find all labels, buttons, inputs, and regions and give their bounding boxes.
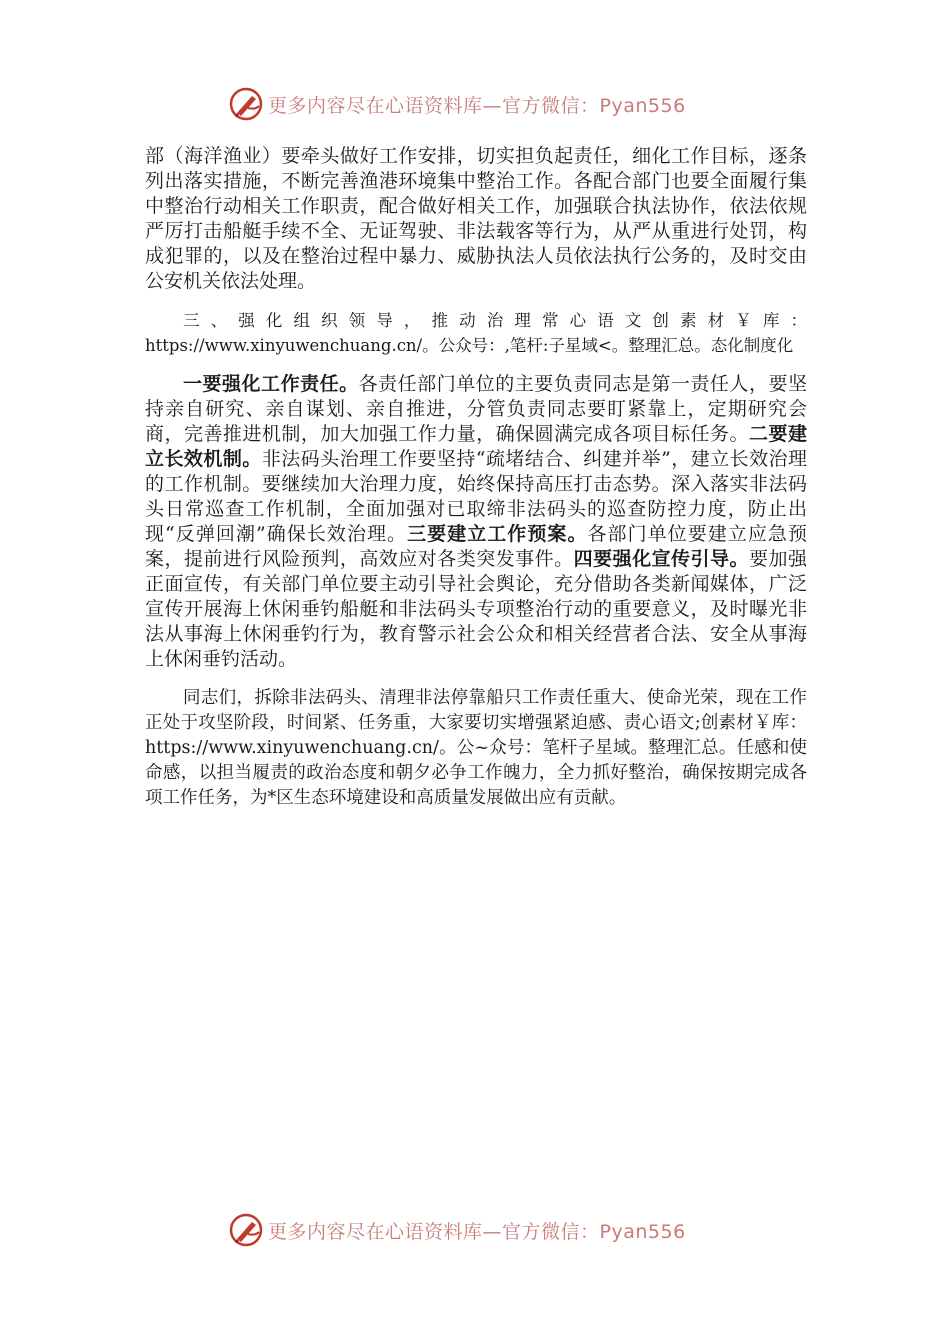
paragraph-4-closing: 同志们，拆除非法码头、清理非法停靠船只工作责任重大、使命光荣，现在工作正处于攻坚阶段，时间紧、任务重，大家要切实增强紧迫感、责心语文;创素材￥库：https://www.xinyuwenchuang.cn/。公~众号：笔杆子星域。整理汇总。任感和使命感，以担当履责的政治态度和朝夕必争工作魄力，全力抓好整治，确保按期完成各项工作任务，为*区生态环境建设和高质量发展做出应有贡献。 (145, 688, 807, 808)
header-banner (228, 84, 728, 124)
paragraph-3 (145, 372, 807, 672)
point-heading-1: 一要强化工作责任。 (183, 373, 359, 395)
point-text-2: 非法码头治理工作要坚持“疏堵结合、纠建并举”，建立长效治理的工作机制。要继续加大治理力度，始终保持高压打击态势。深入落实非法码头日常巡查工作机制，全面加强对已取缔非法码头的巡查防控力度，防止出现“反弹回潮”确保长效治理。 (145, 448, 807, 545)
point-text-3: 各部门单位要建立应急预案，提前进行风险预判，高效应对各类突发事件。 (145, 523, 807, 570)
footer-banner-text: 更多内容尽在心语资料库—官方微信：Pyan556 (268, 1220, 686, 1243)
paragraph-1: 部（海洋渔业）要牵头做好工作安排，切实担负起责任，细化工作目标，逐条列出落实措施，不断完善渔港环境集中整治工作。各配合部门也要全面履行集中整治行动相关工作职责，配合做好相关工作，加强联合执法协作，依法依规严厉打击船艇手续不全、无证驾驶、非法载客等行为，从严从重进行处罚，构成犯罪的，以及在整治过程中暴力、威胁执法人员依法执行公务的，及时交由公安机关依法处理。 (145, 145, 807, 292)
point-text-4: 要加强正面宣传，有关部门单位要主动引导社会舆论，充分借助各类新闻媒体，广泛宣传开展海上休闲垂钓船艇和非法码头专项整治行动的重要意义，及时曝光非法从事海上休闲垂钓行为，教育警示社会公众和相关经营者合法、安全从事海上休闲垂钓活动。 (145, 548, 807, 670)
point-heading-3: 三要建立工作预案。 (407, 523, 588, 545)
header-banner-text: 更多内容尽在心语资料库—官方微信：Pyan556 (268, 94, 686, 117)
point-heading-2: 二要建立长效机制。 (145, 423, 807, 470)
pen-logo-icon (228, 86, 264, 122)
document-body (145, 144, 807, 825)
point-text-1: 各责任部门单位的主要负责同志是第一责任人，要坚持亲自研究、亲自谋划、亲自推进，分管负责同志要盯紧靠上，定期研究会商，完善推进机制，加大加强工作力量，确保圆满完成各项目标任务。 (145, 373, 807, 445)
point-heading-4: 四要强化宣传引导。 (573, 548, 749, 570)
footer-banner (228, 1210, 728, 1250)
pen-logo-icon (228, 1212, 264, 1248)
paragraph-2-section-heading: 三、强化组织领导，推动治理常心语文创素材￥库：https://www.xinyuwenchuang.cn/。公众号：,笔杆:子星域<。整理汇总。态化制度化 (145, 311, 807, 355)
